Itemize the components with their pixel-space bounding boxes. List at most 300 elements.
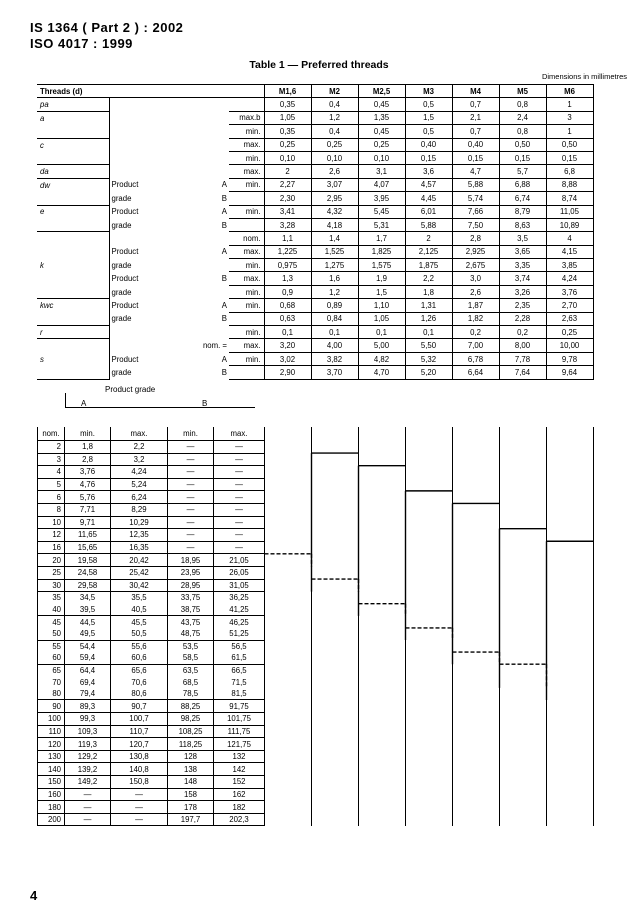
length-column-header: nom. [38, 427, 65, 441]
symbol-cell: s [37, 352, 109, 365]
length-cell: 70,6 [111, 676, 168, 688]
value-cell: 4,00 [311, 339, 358, 352]
length-cell: — [168, 541, 214, 554]
length-cell: 31,05 [214, 579, 265, 592]
value-cell: 0,1 [358, 326, 405, 339]
value-cell: 0,2 [452, 326, 499, 339]
length-cell: 5,76 [65, 491, 111, 504]
length-cell: 138 [168, 763, 214, 776]
length-cell: — [214, 491, 265, 504]
length-cell: — [65, 801, 111, 814]
length-cell: 100,7 [111, 713, 168, 726]
length-cell: 152 [214, 776, 265, 789]
length-cell: 90 [38, 700, 65, 713]
thread-size-header: M3 [405, 85, 452, 98]
value-cell: 0,4 [311, 125, 358, 138]
value-cell: 5,31 [358, 218, 405, 231]
value-cell: 5,32 [405, 352, 452, 365]
value-cell: 3,28 [264, 218, 311, 231]
value-cell: 8,63 [499, 218, 546, 231]
length-cell: 79,4 [65, 688, 111, 700]
grade-cell: A [221, 207, 227, 217]
value-cell: 0,50 [546, 138, 593, 151]
thread-size-header: M4 [452, 85, 499, 98]
length-cell: 180 [38, 801, 65, 814]
length-cell: 65 [38, 664, 65, 676]
length-cell: 2,8 [65, 453, 111, 466]
page-number: 4 [30, 888, 38, 903]
value-cell: 2,28 [499, 312, 546, 325]
value-cell: 4,07 [358, 178, 405, 191]
value-cell: 1,7 [358, 232, 405, 245]
length-cell: 100 [38, 713, 65, 726]
value-cell: 4,70 [358, 366, 405, 379]
grade-cell: B [221, 367, 227, 377]
length-cell: 35 [38, 592, 65, 604]
length-cell: 11,65 [65, 529, 111, 542]
limit-cell: min. [229, 125, 264, 138]
label-cell: grade [111, 193, 132, 203]
length-cell: 140 [38, 763, 65, 776]
length-cell: 2,2 [111, 441, 168, 454]
value-cell: 3,1 [358, 165, 405, 178]
length-cell: 162 [214, 788, 265, 801]
value-cell: 3,07 [311, 178, 358, 191]
length-cell: 10,29 [111, 516, 168, 529]
length-cell: 43,75 [168, 616, 214, 628]
length-cell: 139,2 [65, 763, 111, 776]
value-cell: 2,90 [264, 366, 311, 379]
value-cell: 2 [264, 165, 311, 178]
length-cell: 120,7 [111, 738, 168, 751]
limit-cell: max. [229, 245, 264, 258]
length-cell: — [214, 503, 265, 516]
grade-cell: B [221, 314, 227, 324]
length-cell: 110 [38, 725, 65, 738]
value-cell: 10,89 [546, 218, 593, 231]
value-cell: 3 [546, 111, 593, 124]
value-cell: 1,8 [405, 285, 452, 298]
length-cell: 4 [38, 466, 65, 479]
value-cell: 3,5 [499, 232, 546, 245]
length-cell: 120 [38, 738, 65, 751]
length-cell: — [214, 466, 265, 479]
length-cell: 88,25 [168, 700, 214, 713]
length-cell: — [65, 788, 111, 801]
value-cell: 2,675 [452, 259, 499, 272]
value-cell: 0,2 [499, 326, 546, 339]
value-cell: 1,6 [311, 272, 358, 285]
value-cell: 1,05 [264, 111, 311, 124]
value-cell: 3,02 [264, 352, 311, 365]
value-cell: 2,2 [405, 272, 452, 285]
length-cell: 55 [38, 640, 65, 652]
value-cell: 0,25 [311, 138, 358, 151]
symbol-cell: r [37, 326, 109, 339]
value-cell: 1 [546, 98, 593, 111]
length-cell: 50 [38, 628, 65, 640]
length-cell: 1,8 [65, 441, 111, 454]
length-cell: 38,75 [168, 604, 214, 616]
value-cell: 0,45 [358, 98, 405, 111]
value-cell: 0,63 [264, 312, 311, 325]
table-title: Table 1 — Preferred threads [249, 59, 389, 71]
value-cell: 4,7 [452, 165, 499, 178]
length-cell: 51,25 [214, 628, 265, 640]
value-cell: 2,4 [499, 111, 546, 124]
length-cell: 44,5 [65, 616, 111, 628]
length-cell: 121,75 [214, 738, 265, 751]
standard-number: IS 1364 ( Part 2 ) : 2002 [30, 20, 184, 35]
length-cell: — [214, 541, 265, 554]
limit-cell: max.b [229, 111, 264, 124]
label-cell: grade [111, 367, 132, 377]
value-cell: 4,82 [358, 352, 405, 365]
length-cell: 4,76 [65, 478, 111, 491]
length-cell: 30 [38, 579, 65, 592]
length-cell: 16,35 [111, 541, 168, 554]
length-cell: — [214, 529, 265, 542]
length-cell: 12,35 [111, 529, 168, 542]
value-cell: 1,5 [405, 111, 452, 124]
length-cell: 55,6 [111, 640, 168, 652]
value-cell: 11,05 [546, 205, 593, 218]
value-cell: 2,6 [311, 165, 358, 178]
length-cell: 60,6 [111, 652, 168, 664]
length-cell: 33,75 [168, 592, 214, 604]
length-cell: 59,4 [65, 652, 111, 664]
value-cell: 4,24 [546, 272, 593, 285]
limit-cell: min. [229, 259, 264, 272]
length-cell: 63,5 [168, 664, 214, 676]
value-cell: 7,50 [452, 218, 499, 231]
length-cell: 160 [38, 788, 65, 801]
value-cell: 2,63 [546, 312, 593, 325]
length-cell: — [168, 453, 214, 466]
length-cell: 3,2 [111, 453, 168, 466]
value-cell: 0,7 [452, 98, 499, 111]
length-cell: 10 [38, 516, 65, 529]
value-cell: 0,40 [405, 138, 452, 151]
value-cell: 8,79 [499, 205, 546, 218]
length-cell: 71,5 [214, 676, 265, 688]
length-cell: — [111, 788, 168, 801]
value-cell: 7,00 [452, 339, 499, 352]
value-cell: 8,74 [546, 192, 593, 205]
length-cell: 108,25 [168, 725, 214, 738]
limit-cell: min. [229, 299, 264, 312]
grade-cell: B [221, 193, 227, 203]
value-cell: 0,25 [358, 138, 405, 151]
value-cell: 0,15 [499, 151, 546, 164]
length-column-header: min. [65, 427, 111, 441]
value-cell: 1,3 [264, 272, 311, 285]
value-cell: 2,27 [264, 178, 311, 191]
grade-cell: B [221, 274, 227, 284]
symbol-cell: da [37, 165, 109, 178]
length-cell: 130,8 [111, 750, 168, 763]
value-cell: 6,88 [499, 178, 546, 191]
length-cell: 7,71 [65, 503, 111, 516]
value-cell: 0,1 [264, 326, 311, 339]
value-cell: 1,9 [358, 272, 405, 285]
value-cell: 1,225 [264, 245, 311, 258]
value-cell: 0,1 [405, 326, 452, 339]
length-cell: 18,95 [168, 554, 214, 567]
length-cell: 69,4 [65, 676, 111, 688]
value-cell: 1 [546, 125, 593, 138]
length-cell: — [168, 503, 214, 516]
value-cell: 0,7 [452, 125, 499, 138]
length-cell: 140,8 [111, 763, 168, 776]
length-cell: — [168, 491, 214, 504]
length-cell: 80,6 [111, 688, 168, 700]
limit-cell: min. [229, 151, 264, 164]
length-cell: — [214, 441, 265, 454]
iso-number: ISO 4017 : 1999 [30, 36, 133, 51]
length-cell: — [168, 466, 214, 479]
length-cell: 35,5 [111, 592, 168, 604]
grade-cell: A [221, 354, 227, 364]
value-cell: 9,64 [546, 366, 593, 379]
value-cell: 0,1 [311, 326, 358, 339]
label-cell: Product [111, 207, 139, 217]
value-cell: 0,15 [405, 151, 452, 164]
value-cell: 6,64 [452, 366, 499, 379]
length-column-header: max. [214, 427, 265, 441]
value-cell: 3,65 [499, 245, 546, 258]
length-cell: 39,5 [65, 604, 111, 616]
length-cell: 89,3 [65, 700, 111, 713]
grade-cell: A [221, 247, 227, 257]
length-cell: 6 [38, 491, 65, 504]
length-cell: 25,42 [111, 566, 168, 579]
length-cell: 130 [38, 750, 65, 763]
length-cell: — [168, 529, 214, 542]
length-cell: — [214, 516, 265, 529]
value-cell: 2,8 [452, 232, 499, 245]
length-cell: 19,58 [65, 554, 111, 567]
symbol-cell: dw [37, 178, 109, 191]
length-cell: 20,42 [111, 554, 168, 567]
value-cell: 5,88 [452, 178, 499, 191]
value-cell: 1,525 [311, 245, 358, 258]
length-cell: 8,29 [111, 503, 168, 516]
value-cell: 0,10 [264, 151, 311, 164]
length-cell: 41,25 [214, 604, 265, 616]
length-cell: 30,42 [111, 579, 168, 592]
value-cell: 1,2 [311, 111, 358, 124]
value-cell: 0,10 [358, 151, 405, 164]
value-cell: 1,10 [358, 299, 405, 312]
value-cell: 5,00 [358, 339, 405, 352]
length-cell: 5,24 [111, 478, 168, 491]
label-cell: grade [111, 220, 132, 230]
value-cell: 0,5 [405, 98, 452, 111]
value-cell: 0,4 [311, 98, 358, 111]
length-cell: 150,8 [111, 776, 168, 789]
value-cell: 5,50 [405, 339, 452, 352]
length-cell: 3,76 [65, 466, 111, 479]
length-cell: 60 [38, 652, 65, 664]
value-cell: 0,15 [546, 151, 593, 164]
value-cell: 0,40 [452, 138, 499, 151]
length-cell: 142 [214, 763, 265, 776]
label-cell: Product [111, 300, 139, 310]
length-cell: 56,5 [214, 640, 265, 652]
value-cell: 1,05 [358, 312, 405, 325]
value-cell: 8,00 [499, 339, 546, 352]
length-cell: 40 [38, 604, 65, 616]
limit-cell: min. [229, 285, 264, 298]
limit-cell: max. [229, 339, 264, 352]
value-cell: 3,26 [499, 285, 546, 298]
length-cell: — [168, 441, 214, 454]
value-cell: 0,35 [264, 125, 311, 138]
length-cell: 9,71 [65, 516, 111, 529]
length-cell: 58,5 [168, 652, 214, 664]
value-cell: 2 [405, 232, 452, 245]
value-cell: 3,41 [264, 205, 311, 218]
value-cell: 1,575 [358, 259, 405, 272]
length-cell: 148 [168, 776, 214, 789]
value-cell: 1,5 [358, 285, 405, 298]
value-cell: 3,82 [311, 352, 358, 365]
length-cell: — [111, 801, 168, 814]
length-cell: 46,25 [214, 616, 265, 628]
grade-b-label: B [202, 399, 208, 408]
value-cell: 1,1 [264, 232, 311, 245]
length-column-header: min. [168, 427, 214, 441]
dimensions-note: Dimensions in millimetres [541, 72, 627, 81]
value-cell: 2,6 [452, 285, 499, 298]
grade-cell: B [221, 220, 227, 230]
value-cell: 0,10 [311, 151, 358, 164]
value-cell: 10,00 [546, 339, 593, 352]
length-cell: — [65, 813, 111, 826]
length-cell: 128 [168, 750, 214, 763]
value-cell: 1,35 [358, 111, 405, 124]
length-cell: 65,6 [111, 664, 168, 676]
value-cell: 5,20 [405, 366, 452, 379]
length-cell: 2 [38, 441, 65, 454]
value-cell: 1,275 [311, 259, 358, 272]
length-cell: 54,4 [65, 640, 111, 652]
value-cell: 2,30 [264, 192, 311, 205]
length-cell: 29,58 [65, 579, 111, 592]
value-cell: 6,8 [546, 165, 593, 178]
length-cell: 53,5 [168, 640, 214, 652]
limit-cell: min. [229, 352, 264, 365]
length-cell: 99,3 [65, 713, 111, 726]
length-cell: 149,2 [65, 776, 111, 789]
length-cell: 34,5 [65, 592, 111, 604]
label-cell: Product [111, 247, 139, 257]
length-cell: 4,24 [111, 466, 168, 479]
symbol-cell: k [37, 259, 109, 272]
label-cell: Product [111, 274, 139, 284]
length-cell: 21,05 [214, 554, 265, 567]
value-cell: 3,95 [358, 192, 405, 205]
value-cell: 1,87 [452, 299, 499, 312]
length-cell: 23,95 [168, 566, 214, 579]
length-cell: 202,3 [214, 813, 265, 826]
length-cell: 178 [168, 801, 214, 814]
grade-a-label: A [81, 399, 87, 408]
length-cell: 98,25 [168, 713, 214, 726]
value-cell: 0,45 [358, 125, 405, 138]
length-cell: 119,3 [65, 738, 111, 751]
value-cell: 4 [546, 232, 593, 245]
limit-cell: max. [229, 138, 264, 151]
length-column-header: max. [111, 427, 168, 441]
value-cell: 0,8 [499, 98, 546, 111]
length-cell: 200 [38, 813, 65, 826]
length-cell: 70 [38, 676, 65, 688]
length-cell: 3 [38, 453, 65, 466]
length-cell: 80 [38, 688, 65, 700]
value-cell: 5,45 [358, 205, 405, 218]
value-cell: 0,9 [264, 285, 311, 298]
value-cell: 0,15 [452, 151, 499, 164]
value-cell: 0,5 [405, 125, 452, 138]
value-cell: 2,125 [405, 245, 452, 258]
value-cell: 1,875 [405, 259, 452, 272]
length-cell: 182 [214, 801, 265, 814]
length-cell: 15,65 [65, 541, 111, 554]
value-cell: 3,76 [546, 285, 593, 298]
symbol-cell: c [37, 138, 109, 151]
length-cell: 36,25 [214, 592, 265, 604]
length-cell: 20 [38, 554, 65, 567]
length-cell: 111,75 [214, 725, 265, 738]
length-cell: 118,25 [168, 738, 214, 751]
length-cell: 64,4 [65, 664, 111, 676]
limit-cell: min. [229, 205, 264, 218]
length-cell: 109,3 [65, 725, 111, 738]
value-cell: 1,825 [358, 245, 405, 258]
length-cell: 6,24 [111, 491, 168, 504]
value-cell: 1,82 [452, 312, 499, 325]
grade-cell: nom. = [202, 341, 227, 351]
value-cell: 2,70 [546, 299, 593, 312]
value-cell: 3,0 [452, 272, 499, 285]
value-cell: 0,50 [499, 138, 546, 151]
value-cell: 3,70 [311, 366, 358, 379]
value-cell: 0,8 [499, 125, 546, 138]
thread-size-header: M2,5 [358, 85, 405, 98]
product-grade-caption: Product grade [105, 385, 156, 394]
length-cell: 61,5 [214, 652, 265, 664]
thread-size-header: M6 [546, 85, 593, 98]
value-cell: 0,35 [264, 98, 311, 111]
value-cell: 4,15 [546, 245, 593, 258]
length-cell: 90,7 [111, 700, 168, 713]
length-cell: 158 [168, 788, 214, 801]
value-cell: 4,18 [311, 218, 358, 231]
length-cell: — [168, 516, 214, 529]
value-cell: 6,01 [405, 205, 452, 218]
value-cell: 3,35 [499, 259, 546, 272]
symbol-cell: e [37, 205, 109, 218]
value-cell: 7,64 [499, 366, 546, 379]
length-cell: 78,5 [168, 688, 214, 700]
length-cell: 129,2 [65, 750, 111, 763]
length-cell: 40,5 [111, 604, 168, 616]
value-cell: 2,1 [452, 111, 499, 124]
value-cell: 4,45 [405, 192, 452, 205]
length-cell: 50,5 [111, 628, 168, 640]
